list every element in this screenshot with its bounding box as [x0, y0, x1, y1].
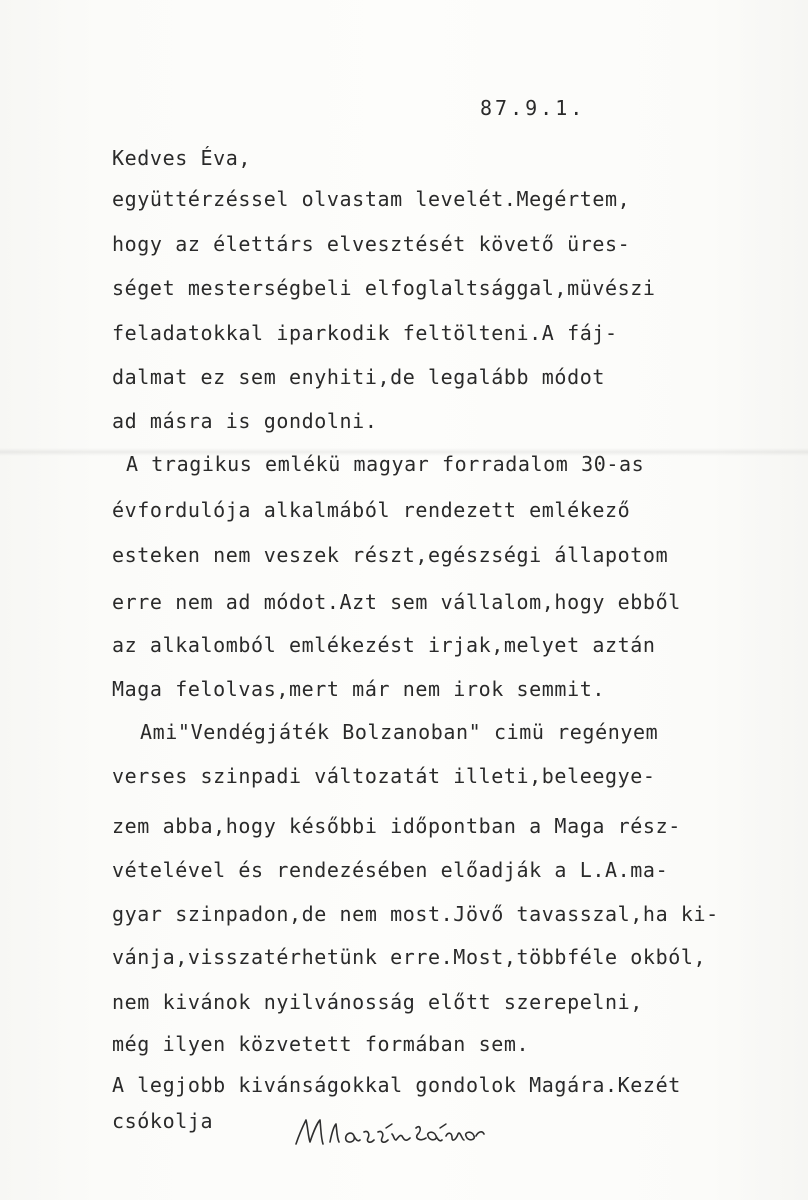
- letter-line-7: A tragikus emlékü magyar forradalom 30-as: [126, 452, 645, 476]
- handwritten-signature: [290, 1112, 490, 1154]
- letter-line-2: hogy az élettárs elvesztését követő üres-: [112, 232, 631, 256]
- letter-line-5: dalmat ez sem enyhiti,de legalább módot: [112, 365, 605, 389]
- letter-line-17: gyar szinpadon,de nem most.Jövő tavasszal,ha ki-: [112, 902, 719, 926]
- letter-line-4: feladatokkal iparkodik feltölteni.A fáj-: [112, 321, 618, 345]
- letter-line-15: zem abba,hogy későbbi időpontban a Maga rész-: [112, 814, 681, 838]
- letter-line-9: esteken nem veszek részt,egészségi állapotom: [112, 543, 669, 567]
- letter-line-21: A legjobb kivánságokkal gondolok Magára.Kezét: [112, 1073, 681, 1097]
- letter-line-22: csókolja: [112, 1109, 214, 1133]
- letter-line-8: évfordulója alkalmából rendezett emlékező: [112, 498, 631, 522]
- letter-date: 87.9.1.: [480, 96, 586, 120]
- letter-line-10: erre nem ad módot.Azt sem vállalom,hogy ebből: [112, 590, 681, 614]
- letter-line-18: vánja,visszatérhetünk erre.Most,többféle okból,: [112, 945, 707, 969]
- letter-greeting: Kedves Éva,: [112, 146, 252, 170]
- letter-line-1: együttérzéssel olvastam levelét.Megértem,: [112, 187, 631, 211]
- letter-line-11: az alkalomból emlékezést irjak,melyet aztán: [112, 633, 656, 657]
- letter-line-16: vételével és rendezésében előadják a L.A.ma-: [112, 858, 669, 882]
- letter-line-6: ad másra is gondolni.: [112, 409, 378, 433]
- letter-line-19: nem kivánok nyilvánosság előtt szerepelni,: [112, 990, 643, 1014]
- letter-line-13: Ami"Vendégjáték Bolzanoban" cimü regényem: [140, 720, 659, 744]
- letter-line-20: még ilyen közvetett formában sem.: [112, 1032, 530, 1056]
- signature-drawing: [290, 1112, 490, 1154]
- letter-line-3: séget mesterségbeli elfoglaltsággal,müvészi: [112, 276, 656, 300]
- letter-line-12: Maga felolvas,mert már nem irok semmit.: [112, 677, 605, 701]
- letter-line-14: verses szinpadi változatát illeti,beleegye-: [112, 764, 656, 788]
